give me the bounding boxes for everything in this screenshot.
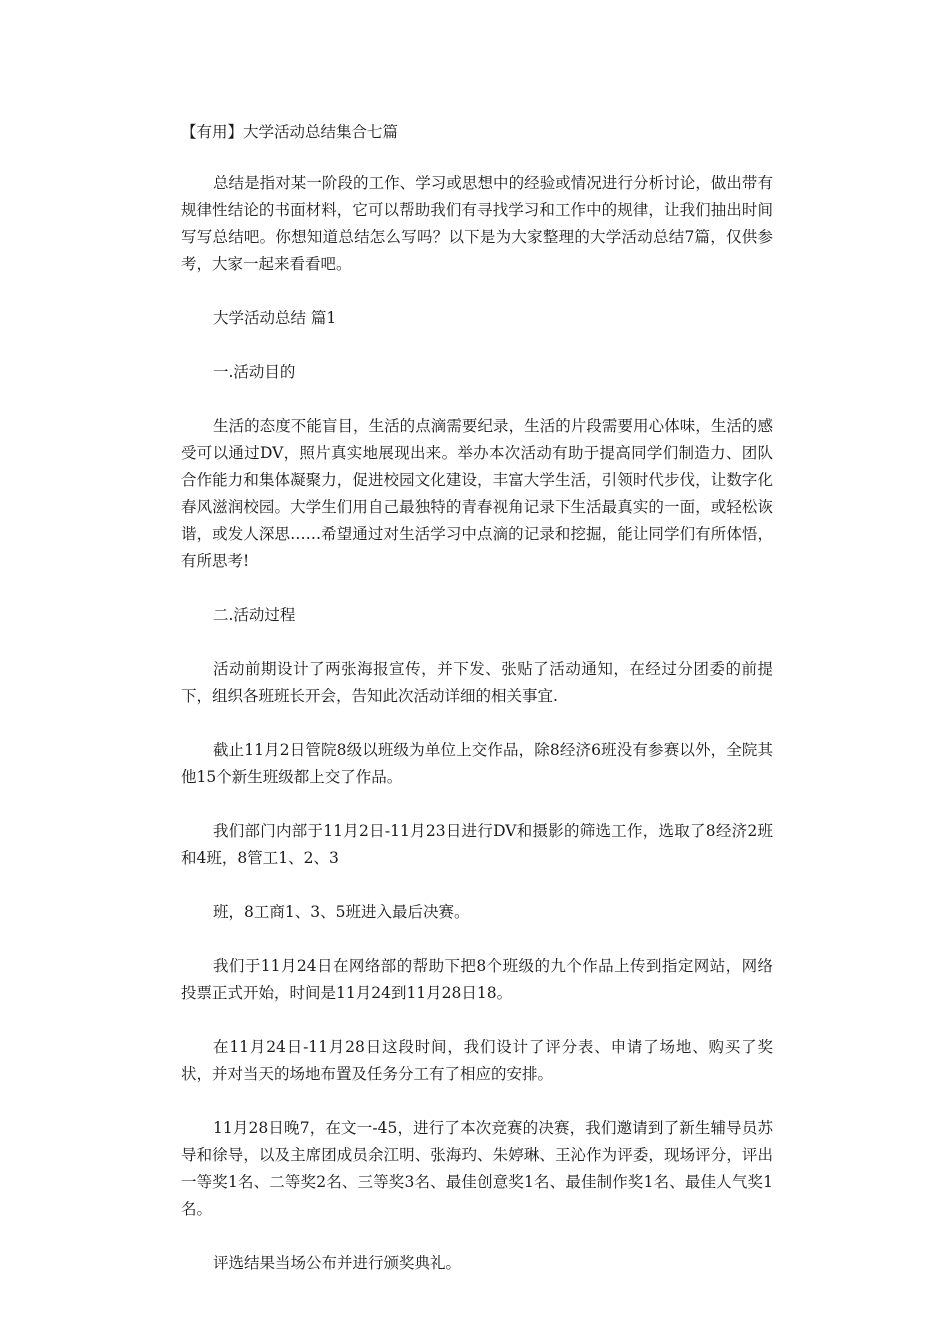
paragraph-process-1: 活动前期设计了两张海报宣传，并下发、张贴了活动通知，在经过分团委的前提下，组织各班班长开会，告知此次活动详细的相关事宜. — [181, 660, 773, 705]
subheading-purpose: 一.活动目的 — [213, 363, 296, 381]
paragraph-purpose: 生活的态度不能盲目，生活的点滴需要纪录，生活的片段需要用心体味，生活的感受可以通过DV，照片真实地展现出来。举办本次活动有助于提高同学们制造力、团队合作能力和集体凝聚力，促进校园文化建设，丰富大学生活，引领时代步伐，让数字化春风滋润校园。大学生们用自己最独特的青春视角记录下生活最真实的一面，或轻松诙谐，或发人深思……希望通过对生活学习中点滴的记录和挖掘，能让同学们有所体悟，有所思考! — [181, 417, 773, 570]
paragraph-process-5: 我们于11月24日在网络部的帮助下把8个班级的九个作品上传到指定网站，网络投票正式开始，时间是11月24到11月28日18。 — [181, 957, 773, 1002]
paragraph-process-6: 在11月24日-11月28日这段时间，我们设计了评分表、申请了场地、购买了奖状，并对当天的场地布置及任务分工有了相应的安排。 — [181, 1038, 773, 1083]
paragraph-process-7: 11月28日晚7，在文一-45，进行了本次竞赛的决赛，我们邀请到了新生辅导员苏导和徐导，以及主席团成员余江明、张海玓、朱婷琳、王沁作为评委，现场评分，评出一等奖1名、二等奖2名、三等奖3名、最佳创意奖1名、最佳制作奖1名、最佳人气奖1名。 — [181, 1119, 773, 1218]
document-title: 【有用】大学活动总结集合七篇 — [181, 123, 399, 141]
paragraph-process-4: 班，8工商1、3、5班进入最后决赛。 — [213, 903, 470, 921]
intro-paragraph: 总结是指对某一阶段的工作、学习或思想中的经验或情况进行分析讨论，做出带有规律性结论的书面材料，它可以帮助我们有寻找学习和工作中的规律，让我们抽出时间写写总结吧。你想知道总结怎么写吗？以下是为大家整理的大学活动总结7篇，仅供参考，大家一起来看看吧。 — [181, 174, 773, 273]
paragraph-process-3: 我们部门内部于11月2日-11月23日进行DV和摄影的筛选工作，选取了8经济2班和4班，8管工1、2、3 — [181, 822, 773, 867]
document-body — [181, 119, 773, 1304]
paragraph-process-8: 评选结果当场公布并进行颁奖典礼。 — [213, 1254, 462, 1272]
section-heading-part1: 大学活动总结 篇1 — [213, 309, 337, 327]
paragraph-process-2: 截止11月2日管院8级以班级为单位上交作品，除8经济6班没有参赛以外，全院其他15个新生班级都上交了作品。 — [181, 741, 773, 786]
subheading-process: 二.活动过程 — [213, 606, 296, 624]
